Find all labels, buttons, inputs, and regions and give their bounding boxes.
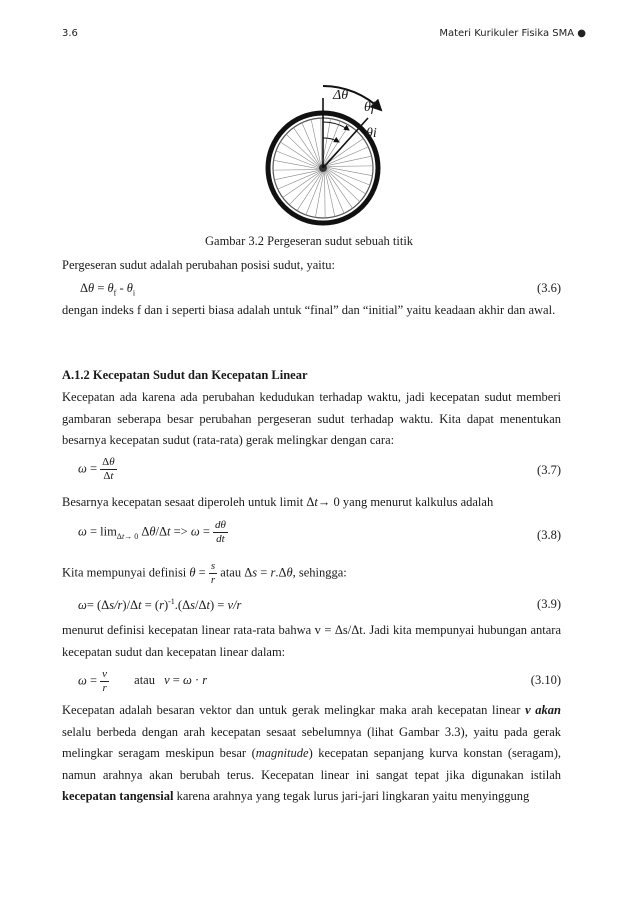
wheel-spoke [315, 172, 323, 217]
equation-3-7: ω = $\frac{\Delta\theta}{\Delta t}$ [78, 456, 115, 482]
delta-theta-label: Δθ [333, 88, 349, 103]
wheel-spoke [327, 167, 372, 175]
paragraph-intro: Pergeseran sudut adalah perubahan posisi sudut, yaitu: [62, 258, 335, 272]
p6-bold-term: kecepatan tangensial [62, 789, 174, 803]
theta-initial-label: θi [366, 126, 377, 141]
paragraph-linear-definition: menurut definisi kecepatan linear rata-rata bahwa v = Δs/Δt. Jadi kita mempunyai hubungan antara kecepatan sudut dan kecepatan linear dalam: [62, 623, 561, 659]
p6-text-b: selalu berbeda dengan arah kecepatan sesaat sebelumnya (lihat Gambar 3.3), yaitu pada gerak melingkar seragam meskipun besar ( [62, 724, 561, 760]
p6-bold-v: v akan [525, 703, 561, 717]
p6-text-a: Kecepatan adalah besaran vektor dan untuk gerak melingkar maka arah kecepatan linear [62, 703, 526, 717]
p4-text-a: Besarnya kecepatan sesaat diperoleh untuk limit Δ [62, 495, 315, 509]
figure-caption: Gambar 3.2 Pergeseran sudut sebuah titik [205, 234, 414, 248]
p4-text-b: → 0 yang menurut kalkulus adalah [317, 495, 494, 509]
definition-text-a: Kita mempunyai definisi [62, 565, 187, 580]
p6-text-d: karena arahnya yang tegak lurus jari-jari lingkaran yaitu menyinggung [173, 789, 530, 803]
paragraph-vector [62, 700, 561, 808]
p6-magnitude: magnitude [255, 746, 309, 760]
equation-number-3-9: (3.9) [537, 597, 561, 611]
section-heading: A.1.2 Kecepatan Sudut dan Kecepatan Linear [62, 368, 308, 382]
equation-3-10: ω = $\frac{v}{r}$ atau v = ω · r [78, 668, 208, 694]
paragraph-index-explanation: dengan indeks f dan i seperti biasa adalah untuk “final” dan “initial” yaitu keadaan akhir dan awal. [62, 303, 556, 317]
wheel-spoke [273, 170, 319, 171]
running-title-text: Materi Kurikuler Fisika SMA [439, 28, 575, 39]
equation-3-10-atau: atau [134, 673, 155, 688]
definition-text-b: atau Δ [220, 565, 253, 580]
wheel-spoke [274, 170, 319, 180]
equation-number-3-6: (3.6) [537, 281, 561, 295]
wheel-spoke [325, 172, 326, 218]
wheel-spoke [325, 171, 335, 216]
equation-number-3-8: (3.8) [537, 528, 561, 542]
page-number: 3.6 [62, 28, 78, 39]
equation-number-3-10: (3.10) [530, 673, 561, 687]
paragraph-instantaneous: Besarnya kecepatan sesaat diperoleh untuk limit Δt→ 0 yang menurut kalkulus adalah [62, 495, 494, 509]
wheel-spoke [274, 160, 319, 168]
radius-final-line [323, 118, 368, 168]
equation-3-9: $\omega= (\Delta s/r)/\Delta t = (r)^{-1}.(\Delta s/\Delta t) = v/r$ [78, 597, 242, 613]
running-title [439, 28, 586, 39]
paragraph-angular-velocity: Kecepatan ada karena ada perubahan kedudukan terhadap waktu, jadi kecepatan sudut memberi gambaran seberapa besar perubahan pergeseran sudut terhadap waktu. Kita dapat menentukan besarnya kecepatan sudut (rata-rata) gerak melingkar dengan cara: [62, 390, 561, 447]
wheel-spoke [321, 118, 322, 164]
definition-line: Kita mempunyai definisi θ = $\frac{s}{r}$ atau Δs = r.Δθ, sehingga: [62, 560, 347, 586]
equation-number-3-7: (3.7) [537, 463, 561, 477]
equation-3-6: $\Delta\theta = \theta_f - \theta_i$ [80, 281, 136, 298]
bullet-icon: ● [577, 28, 586, 39]
theta-final-label: θf [364, 100, 375, 115]
wheel-spoke [311, 119, 321, 164]
equation-3-8: $\omega = \lim_{\Delta t\to 0} \Delta\theta/\Delta t => \omega$ = $\frac{d\theta}{dt}$ [78, 519, 226, 545]
theta-initial-arc [323, 138, 339, 142]
p6-text-c: ) kecepatan sepanjang kurva konstan (seragam), namun arahnya akan berubah terus. Kecepatan linear ini sangat tepat jika digunakan istilah [62, 746, 561, 782]
definition-text-c: , sehingga: [292, 565, 347, 580]
wheel-spoke [327, 166, 373, 167]
